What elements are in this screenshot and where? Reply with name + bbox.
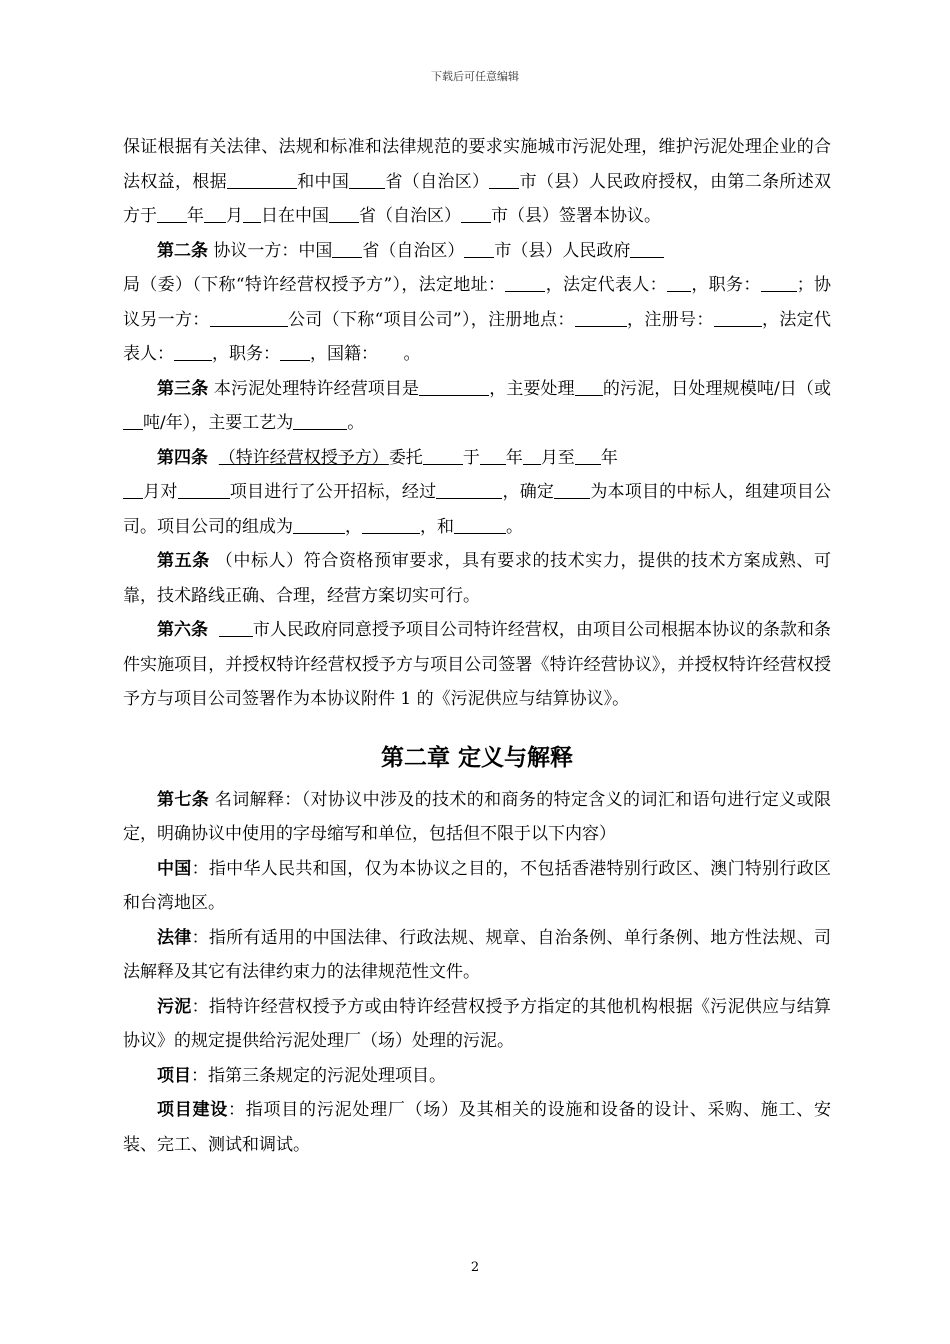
fill-blank[interactable] <box>332 239 362 258</box>
text-span: 于 <box>462 447 480 468</box>
fill-blank[interactable] <box>362 515 420 534</box>
fill-blank[interactable] <box>464 239 494 258</box>
definition-text: ：指中华人民共和国，仅为本协议之目的，不包括香港特别行政区、澳门特别行政区和台湾地区。 <box>123 858 832 913</box>
text-span: 项目进行了公开招标，经过 <box>229 482 437 502</box>
page-header: 下载后可任意编辑 <box>431 70 519 83</box>
fill-blank[interactable] <box>667 273 691 292</box>
fill-blank[interactable] <box>210 308 288 327</box>
definition-text: ：指第三条规定的污泥处理项目。 <box>191 1065 446 1086</box>
article-label: 第二条 <box>157 240 208 261</box>
fill-blank[interactable] <box>480 446 506 465</box>
fill-blank[interactable] <box>123 411 143 430</box>
text-span: ；协议另一方： <box>123 275 832 330</box>
fill-blank[interactable] <box>157 204 187 223</box>
definition-item <box>123 852 831 921</box>
article-label: 第四条 <box>157 447 208 468</box>
text-span: 的污泥，日处理规模吨/日（或 <box>602 378 832 399</box>
text-span: ，国籍： 。 <box>310 344 421 364</box>
fill-blank[interactable] <box>243 204 261 223</box>
fill-blank[interactable] <box>293 411 347 430</box>
text-span: 和中国 <box>296 171 350 192</box>
definition-term: 中国 <box>157 858 192 879</box>
text-span: ， <box>345 516 362 537</box>
article-label: 第七条 <box>157 789 210 810</box>
fill-blank[interactable] <box>505 273 545 292</box>
text-span: 市（县）签署本协议。 <box>491 206 661 226</box>
fill-blank[interactable] <box>227 170 297 189</box>
fill-blank[interactable] <box>575 446 601 465</box>
definition-text: ：指所有适用的中国法律、行政法规、规章、自治条例、单行条例、地方性法规、司法解释及其它有法律约束力的法律规范性文件。 <box>123 927 832 982</box>
text-span: ，职务： <box>691 275 761 295</box>
fill-blank[interactable] <box>454 515 506 534</box>
fill-blank[interactable] <box>461 204 491 223</box>
text-span: ，法定代表人： <box>545 275 668 295</box>
fill-blank[interactable] <box>523 446 541 465</box>
definition-term: 法律 <box>157 927 192 948</box>
article-3 <box>123 372 831 441</box>
fill-blank[interactable] <box>575 377 603 396</box>
paragraph-intro <box>123 130 831 234</box>
fill-blank[interactable] <box>329 204 359 223</box>
text-span: 名词解释：（对协议中涉及的技术的和商务的特定含义的词汇和语句进行定义或限定，明确协议中使用的字母缩写和单位，包括但不限于以下内容） <box>123 789 832 844</box>
article-6 <box>123 613 831 717</box>
text-span: 委托 <box>388 447 423 468</box>
text-span: 协议一方：中国 <box>208 240 333 261</box>
text-span: 市（县）人民政府 <box>494 240 631 261</box>
fill-blank[interactable] <box>349 170 385 189</box>
text-span: 年 <box>505 447 523 468</box>
text-span: 为本项目的中标人，组建项目公司。项目公司的组成为 <box>123 482 832 537</box>
definition-term: 项目 <box>157 1065 191 1086</box>
fill-blank[interactable] <box>204 204 226 223</box>
text-span: 局（委）（下称“特许经营权授予方”），法定地址： <box>123 275 506 295</box>
fill-blank[interactable] <box>489 170 519 189</box>
text-span: 年 <box>187 206 204 226</box>
article-label: 第六条 <box>157 620 209 640</box>
text-span: 市（县）人民政府授权，由第二条所述双方于 <box>123 171 832 226</box>
text-span: 月 <box>226 206 243 226</box>
fill-blank[interactable] <box>714 308 762 327</box>
text-span: 月至 <box>540 447 575 468</box>
fill-blank[interactable] <box>419 377 489 396</box>
document-body <box>123 130 831 1162</box>
text-span: 省（自治区） <box>385 171 490 192</box>
fill-blank[interactable] <box>436 480 502 499</box>
definition-text: ：指项目的污泥处理厂（场）及其相关的设施和设备的设计、采购、施工、安装、完工、测试和调试。 <box>123 1100 832 1155</box>
text-span: 。 <box>347 413 365 433</box>
text-span: 吨/年），主要工艺为 <box>143 413 294 433</box>
fill-blank[interactable] <box>554 480 590 499</box>
text-span: 年 <box>600 447 618 468</box>
text-span: 公司（下称“项目公司”），注册地点： <box>287 309 575 330</box>
definition-term: 项目建设 <box>157 1100 229 1120</box>
text-span: ，确定 <box>502 482 555 502</box>
text-span: 省（自治区） <box>362 240 465 261</box>
article-label: 第五条 <box>157 551 210 571</box>
definition-item <box>123 990 831 1059</box>
text-span: ，主要处理 <box>489 378 575 399</box>
text-span: 。 <box>506 516 523 537</box>
fill-blank[interactable] <box>123 480 143 499</box>
text-span: 保证根据有关法律、法规和标准和法律规范的要求实施城市污泥处理，维护污泥处理企业的合法权益，根据 <box>123 137 831 192</box>
underlined-text: （特许经营权授予方） <box>218 447 389 468</box>
fill-blank[interactable] <box>575 308 627 327</box>
fill-blank[interactable] <box>280 342 310 361</box>
text-span: 月对 <box>143 482 178 502</box>
text-span: ，注册号： <box>626 309 714 330</box>
definition-term: 污泥 <box>157 996 192 1017</box>
fill-blank[interactable] <box>178 480 230 499</box>
text-span: 市人民政府同意授予项目公司特许经营权，由项目公司根据本协议的条款和条件实施项目，并授权特许经营权授予方与项目公司签署《特许经营协议》，并授权特许经营权授予方与项目公司签署作为本协议附件 1 的《污泥供应与结算协议》。 <box>123 620 832 709</box>
text-span: 省（自治区） <box>359 206 461 226</box>
definition-item <box>123 1059 831 1094</box>
page-number: 2 <box>470 1260 480 1275</box>
fill-blank[interactable] <box>423 446 463 465</box>
fill-blank[interactable] <box>174 342 212 361</box>
text-span: ，职务： <box>212 344 280 364</box>
text-span: ，和 <box>420 516 454 537</box>
text-span: （中标人）符合资格预审要求，具有要求的技术实力，提供的技术方案成熟、可靠，技术路线正确、合理，经营方案切实可行。 <box>123 551 832 606</box>
definition-item <box>123 921 831 990</box>
text-span: 本污泥处理特许经营项目是 <box>208 378 420 399</box>
article-label: 第三条 <box>157 378 209 399</box>
fill-blank[interactable] <box>219 618 253 637</box>
chapter-title: 第二章 定义与解释 <box>380 743 573 771</box>
definition-item <box>123 1093 831 1162</box>
text-span: 日在中国 <box>261 206 329 226</box>
fill-blank[interactable] <box>293 515 345 534</box>
text-span: ，法定代表人： <box>123 309 832 364</box>
article-5 <box>123 544 831 613</box>
definition-text: ：指特许经营权授予方或由特许经营权授予方指定的其他机构根据《污泥供应与结算协议》的规定提供给污泥处理厂（场）处理的污泥。 <box>123 996 832 1051</box>
article-7 <box>123 783 831 852</box>
fill-blank[interactable] <box>761 273 797 292</box>
article-2 <box>123 234 831 372</box>
article-4 <box>123 441 831 545</box>
fill-blank[interactable] <box>630 239 664 258</box>
